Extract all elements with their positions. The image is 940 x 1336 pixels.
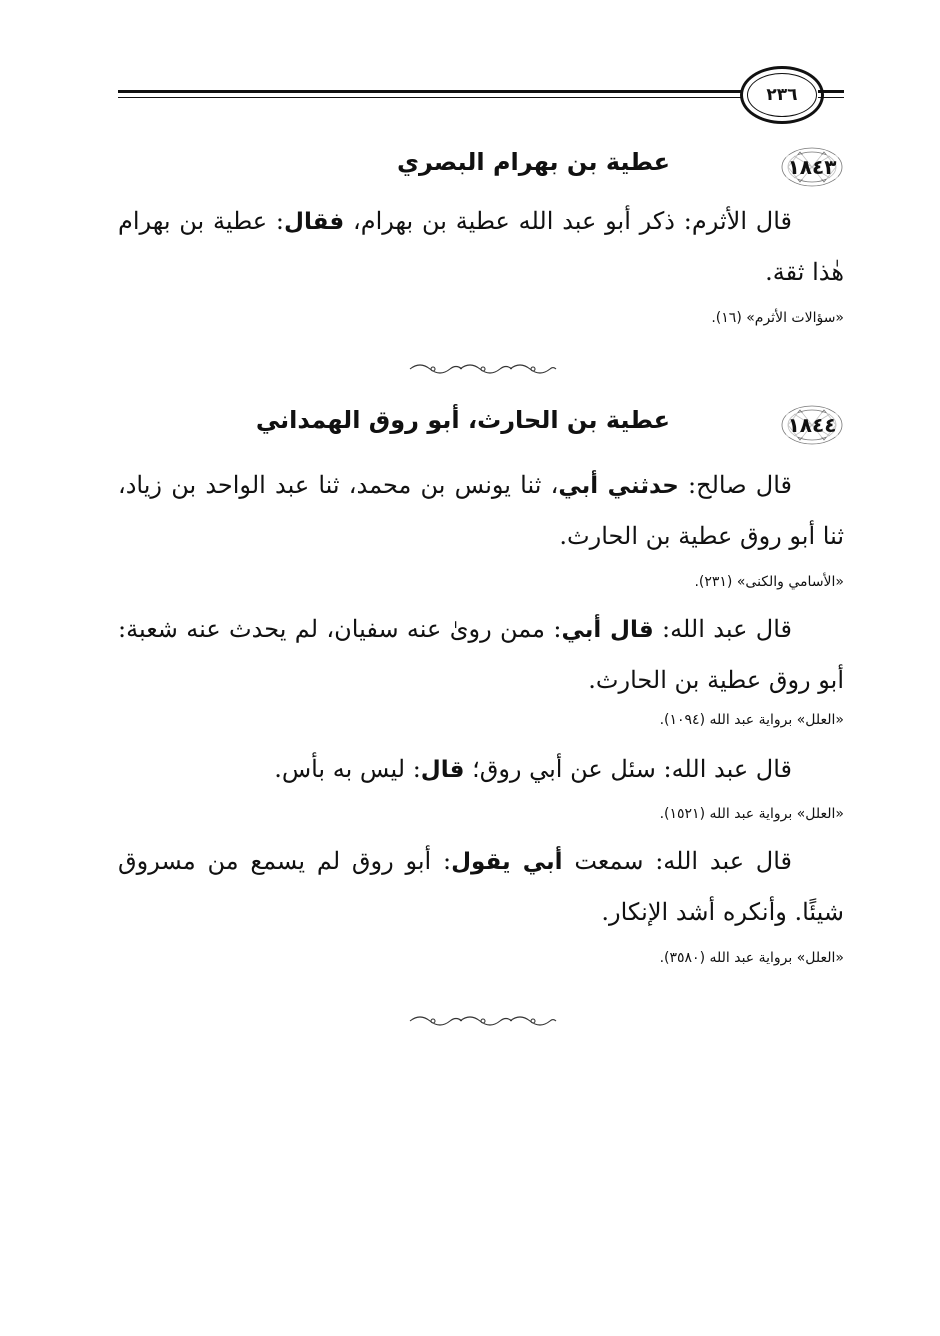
paragraph-text: : ليس به بأس. bbox=[274, 755, 421, 783]
entry-paragraph bbox=[118, 604, 844, 705]
entry-paragraph bbox=[118, 196, 844, 297]
paragraph-text: قال عبد الله: bbox=[653, 615, 793, 643]
paragraph-text: : عطية بن بهرام هٰذا ثقة. bbox=[118, 207, 844, 286]
paragraph-bold-text: قال أبي bbox=[561, 617, 654, 643]
section-divider-ornament-icon bbox=[408, 362, 558, 376]
entry-paragraph bbox=[118, 460, 844, 561]
source-citation: «العلل» برواية عبد الله (١٠٩٤). bbox=[659, 712, 844, 728]
paragraph-bold-text: قال bbox=[420, 757, 465, 783]
entry-paragraph bbox=[118, 836, 844, 937]
entry-number-medallion bbox=[780, 404, 844, 446]
entry-number-medallion bbox=[780, 146, 844, 188]
paragraph-text: قال صالح: bbox=[678, 471, 793, 499]
header-rule-thick bbox=[118, 90, 742, 93]
paragraph-text: قال الأثرم: ذكر أبو عبد الله عطية بن بهرام، bbox=[344, 207, 792, 235]
entry-number: ١٨٤٣ bbox=[787, 155, 837, 179]
source-citation: «العلل» برواية عبد الله (٣٥٨٠). bbox=[659, 950, 844, 966]
entry-number: ١٨٤٤ bbox=[787, 413, 837, 437]
source-citation: «العلل» برواية عبد الله (١٥٢١). bbox=[659, 806, 844, 822]
section-divider-ornament-icon bbox=[408, 1014, 558, 1028]
paragraph-bold-text: أبي يقول bbox=[451, 849, 563, 875]
paragraph-text: قال عبد الله: سمعت bbox=[562, 847, 792, 875]
page-number bbox=[740, 66, 824, 124]
entry-title: عطية بن الحارث، أبو روق الهمداني bbox=[255, 406, 670, 434]
paragraph-bold-text: فقال bbox=[283, 209, 345, 235]
paragraph-text: : أبو روق لم يسمع من مسروق شيئًا. وأنكره أشد الإنكار. bbox=[118, 847, 844, 926]
paragraph-bold-text: حدثني أبي bbox=[558, 473, 679, 499]
paragraph-text: : ممن روىٰ عنه سفيان، لم يحدث عنه شعبة: أبو روق عطية بن الحارث. bbox=[118, 615, 844, 694]
paragraph-text: ، ثنا يونس بن محمد، ثنا عبد الواحد بن زياد، ثنا أبو روق عطية بن الحارث. bbox=[118, 471, 844, 550]
entry-title: عطية بن بهرام البصري bbox=[396, 148, 670, 176]
source-citation: «سؤالات الأثرم» (١٦). bbox=[711, 310, 844, 326]
entry-paragraph bbox=[118, 744, 844, 795]
header-rule-thin bbox=[118, 97, 742, 98]
page-number-text: ٢٣٦ bbox=[766, 85, 798, 105]
source-citation: «الأسامي والكنى» (٢٣١). bbox=[694, 574, 844, 590]
paragraph-text: قال عبد الله: سئل عن أبي روق؛ bbox=[464, 755, 792, 783]
